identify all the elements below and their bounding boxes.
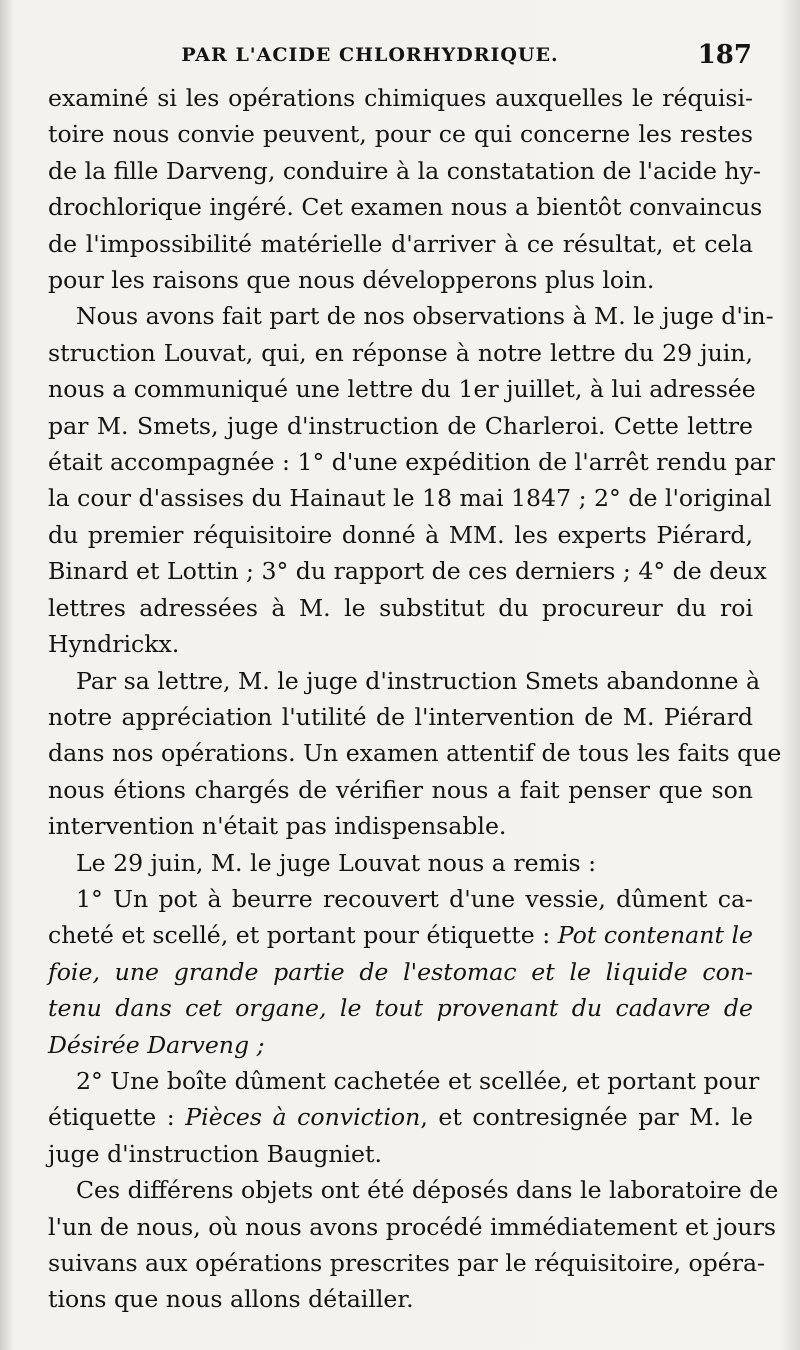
text-line: Désirée Darveng ; (48, 1030, 265, 1059)
page-header (48, 40, 752, 70)
text-line: pour les raisons que nous développerons plus loin. (48, 266, 655, 295)
text-line: foie, une grande partie de l'estomac et le liquide con- (48, 957, 753, 986)
text-line: l'un de nous, où nous avons procédé immédiatement et jours (48, 1212, 776, 1241)
page-number: 187 (697, 40, 752, 70)
text-line: Ces différens objets ont été déposés dans le laboratoire de (76, 1176, 779, 1205)
text-line: lettres adressées à M. le substitut du procureur du roi (48, 593, 753, 622)
text-line: 1° Un pot à beurre recouvert d'une vessie, dûment ca- (76, 884, 753, 913)
running-title: PAR L'ACIDE CHLORHYDRIQUE. (181, 44, 559, 66)
text-line: tions que nous allons détailler. (48, 1285, 414, 1314)
text-line: 2° Une boîte dûment cachetée et scellée, et portant pour (76, 1066, 760, 1095)
text-line: Par sa lettre, M. le juge d'instruction Smets abandonne à (76, 666, 761, 695)
text-line: juge d'instruction Baugniet. (48, 1139, 382, 1168)
text-line: notre appréciation l'utilité de l'intervention de M. Piérard (48, 702, 753, 731)
text-line: nous a communiqué une lettre du 1er juillet, à lui adressée (48, 375, 756, 404)
text-line: dans nos opérations. Un examen attentif de tous les faits que (48, 739, 782, 768)
text-line: intervention n'était pas indispensable. (48, 812, 507, 841)
text-line: de la fille Darveng, conduire à la constatation de l'acide hy- (48, 156, 761, 185)
text-line: suivans aux opérations prescrites par le réquisitoire, opéra- (48, 1249, 766, 1277)
text-line: par M. Smets, juge d'instruction de Charleroi. Cette lettre (48, 411, 753, 440)
text-line: examiné si les opérations chimiques auxquelles le réquisi- (48, 84, 753, 112)
text-line: Binard et Lottin ; 3° du rapport de ces derniers ; 4° de deux (48, 557, 767, 586)
text-line: drochlorique ingéré. Cet examen nous a bientôt convaincus (48, 193, 763, 222)
text-line: toire nous convie peuvent, pour ce qui concerne les restes (48, 120, 753, 149)
text-line: de l'impossibilité matérielle d'arriver à ce résultat, et cela (48, 229, 753, 258)
text-line: la cour d'assises du Hainaut le 18 mai 1847 ; 2° de l'original (48, 484, 772, 513)
text-line: struction Louvat, qui, en réponse à notre lettre du 29 juin, (48, 338, 753, 367)
body-text (48, 80, 782, 1318)
text-line: cheté et scellé, et portant pour étiquette : Pot contenant le (48, 921, 753, 950)
text-line: tenu dans cet organe, le tout provenant du cadavre de (48, 994, 753, 1023)
text-line: était accompagnée : 1° d'une expédition de l'arrêt rendu par (48, 448, 775, 477)
text-line: Nous avons fait part de nos observations à M. le juge d'in- (76, 302, 774, 331)
text-line: nous étions chargés de vérifier nous a fait penser que son (48, 775, 753, 804)
text-line: Hyndrickx. (48, 630, 180, 659)
text-line: du premier réquisitoire donné à MM. les experts Piérard, (48, 520, 753, 549)
text-line: étiquette : Pièces à conviction, et contresignée par M. le (48, 1103, 753, 1132)
text-line: Le 29 juin, M. le juge Louvat nous a remis : (76, 848, 597, 877)
